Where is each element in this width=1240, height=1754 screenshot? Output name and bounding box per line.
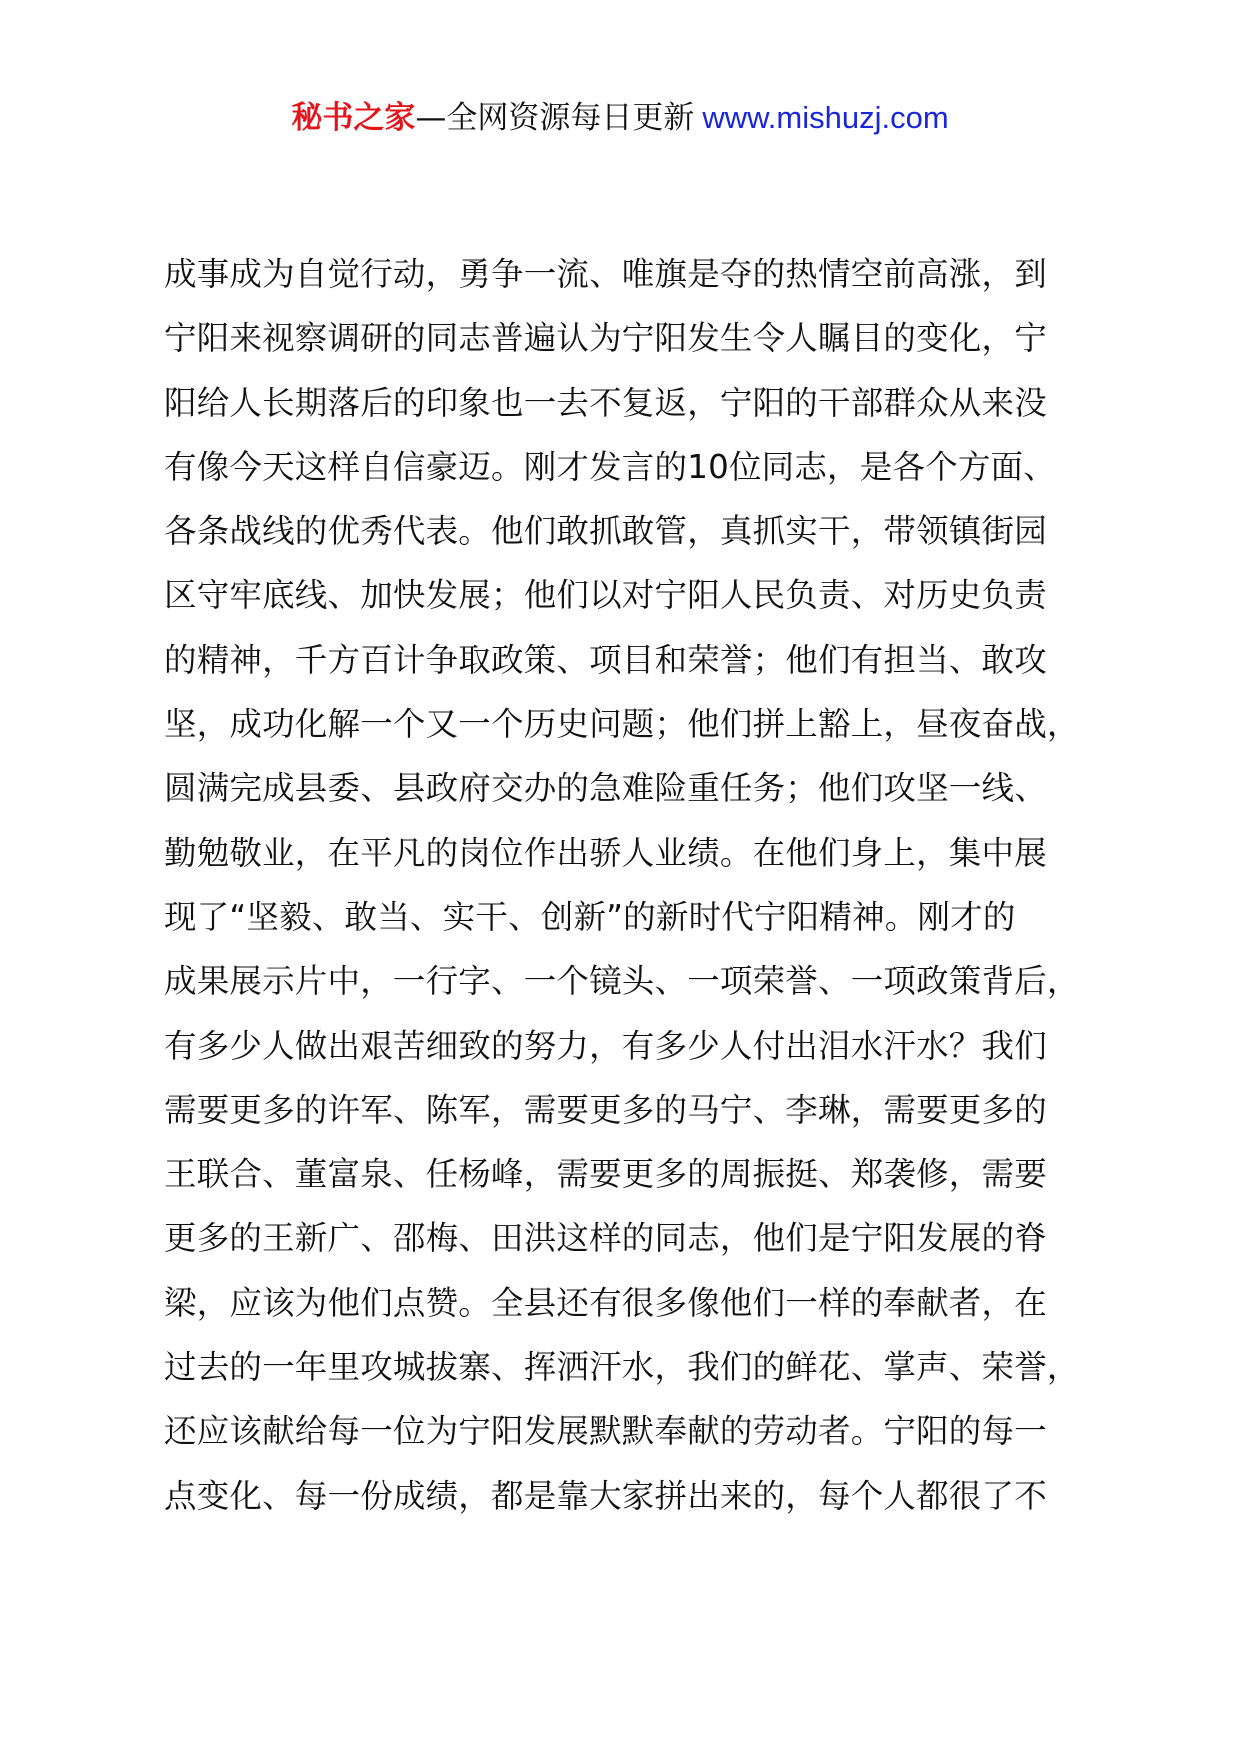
text-line: 还应该献给每一位为宁阳发展默默奉献的劳动者。宁阳的每一 [164,1412,1047,1451]
text-line: 勤勉敬业，在平凡的岗位作出骄人业绩。在他们身上，集中展 [164,833,1047,872]
text-line: 王联合、董富泉、任杨峰，需要更多的周振挺、郑袭修，需要 [164,1155,1047,1194]
page-header [0,98,1240,138]
text-line: 宁阳来视察调研的同志普遍认为宁阳发生令人瞩目的变化，宁 [164,319,1047,358]
text-line: 阳给人长期落后的印象也一去不复返，宁阳的干部群众从来没 [164,383,1047,422]
document-body [164,242,1124,1528]
text-line: 需要更多的许军、陈军，需要更多的马宁、李琳，需要更多的 [164,1090,1047,1129]
header-tagline: —全网资源每日更新 [415,100,695,136]
text-line: 成果展示片中，一行字、一个镜头、一项荣誉、一项政策背后， [164,962,1080,1001]
text-line: 坚，成功化解一个又一个历史问题；他们拼上豁上，昼夜奋战， [164,705,1080,744]
text-line: 的精神，千方百计争取政策、项目和荣誉；他们有担当、敢攻 [164,640,1047,679]
text-line: 成事成为自觉行动，勇争一流、唯旗是夺的热情空前高涨，到 [164,255,1047,293]
site-url-link[interactable]: www.mishuzj.com [702,100,949,135]
text-line: 点变化、每一份成绩，都是靠大家拼出来的，每个人都很了不 [164,1476,1047,1515]
text-line: 过去的一年里攻城拔寨、挥洒汗水，我们的鲜花、掌声、荣誉， [164,1348,1080,1387]
text-line: 圆满完成县委、县政府交办的急难险重任务；他们攻坚一线、 [164,769,1047,808]
text-line: 有多少人做出艰苦细致的努力，有多少人付出泪水汗水？我们 [164,1026,1047,1065]
text-line: 区守牢底线、加快发展；他们以对宁阳人民负责、对历史负责 [164,576,1047,615]
text-line: 现了“坚毅、敢当、实干、创新”的新时代宁阳精神。刚才的 [164,897,1016,936]
text-line: 更多的王新广、邵梅、田洪这样的同志，他们是宁阳发展的脊 [164,1219,1047,1258]
text-line: 有像今天这样自信豪迈。刚才发言的10位同志，是各个方面、 [164,447,1056,486]
text-line: 各条战线的优秀代表。他们敢抓敢管，真抓实干，带领镇街园 [164,512,1047,551]
text-line: 梁，应该为他们点赞。全县还有很多像他们一样的奉献者，在 [164,1283,1047,1322]
brand-name: 秘书之家 [291,100,416,136]
